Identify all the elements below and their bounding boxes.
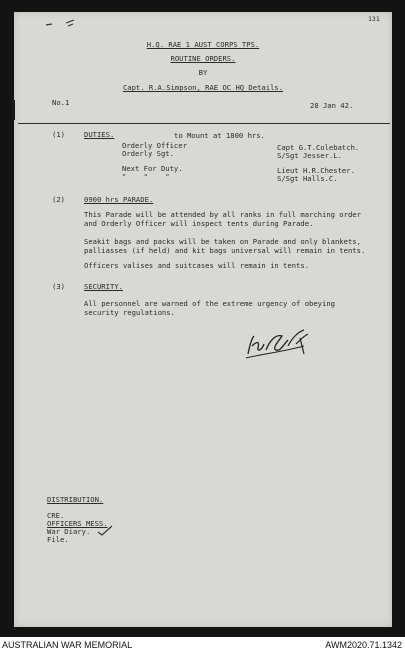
duty-role: Orderly Officer	[122, 141, 187, 150]
duty-person: S/Sgt Halls.C.	[277, 174, 338, 183]
duty-person: Lieut H.R.Chester.	[277, 166, 355, 175]
section-1-number: (1)	[52, 130, 65, 139]
duties-mount-time: to Mount at 1800 hrs.	[174, 131, 265, 140]
duty-role: Next For Duty.	[122, 164, 183, 173]
parade-paragraph: Officers valises and suitcases will remain in tents.	[84, 261, 310, 270]
page-number: 131	[368, 15, 380, 23]
section-3-number: (3)	[52, 282, 65, 291]
order-date: 28 Jan 42.	[310, 101, 354, 110]
stray-pen-marks-icon	[44, 18, 84, 30]
header-divider	[18, 123, 390, 124]
signature-icon	[242, 324, 314, 364]
duty-role: Orderly Sgt.	[122, 149, 174, 158]
archive-footer	[0, 637, 405, 653]
header-by: BY	[198, 68, 208, 77]
document-page	[14, 12, 392, 627]
distribution-title: DISTRIBUTION.	[47, 495, 104, 504]
section-3-title: SECURITY.	[84, 282, 123, 291]
duty-person: S/Sgt Jesser.L.	[277, 151, 342, 160]
header-officer: Capt. R.A.Simpson, RAE OC HQ Details.	[122, 83, 284, 92]
header-routine-orders: ROUTINE ORDERS.	[170, 54, 236, 63]
footer-institution: AUSTRALIAN WAR MEMORIAL	[2, 640, 133, 650]
footer-accession-number: AWM2020.71.1342	[325, 640, 402, 650]
section-2-number: (2)	[52, 195, 65, 204]
distribution-item: OFFICERS MESS.	[47, 519, 108, 528]
duty-person: Capt G.T.Colebatch.	[277, 143, 360, 152]
distribution-item: File.	[47, 535, 69, 544]
header-unit: H.Q. RAE 1 AUST CORPS TPS.	[146, 40, 260, 49]
section-1-title: DUTIES.	[84, 130, 115, 139]
security-paragraph: All personnel are warned of the extreme urgency of obeying security regulations.	[84, 299, 335, 317]
order-number: No.1	[52, 98, 70, 107]
distribution-item: War Diary.	[47, 527, 91, 536]
distribution-item: CRE.	[47, 511, 65, 520]
section-2-title: 0900 hrs PARADE.	[84, 195, 154, 204]
tick-mark-icon	[96, 524, 114, 536]
binding-mark	[12, 100, 15, 120]
parade-paragraph: This Parade will be attended by all ranks in full marching order and Orderly Officer will inspect tents during Parade.	[84, 210, 361, 228]
parade-paragraph: Seakit bags and packs will be taken on Parade and only blankets, palliasses (if held) and kit bags universal will remain in tents.	[84, 237, 366, 255]
duty-role-ditto: " " "	[122, 172, 170, 181]
